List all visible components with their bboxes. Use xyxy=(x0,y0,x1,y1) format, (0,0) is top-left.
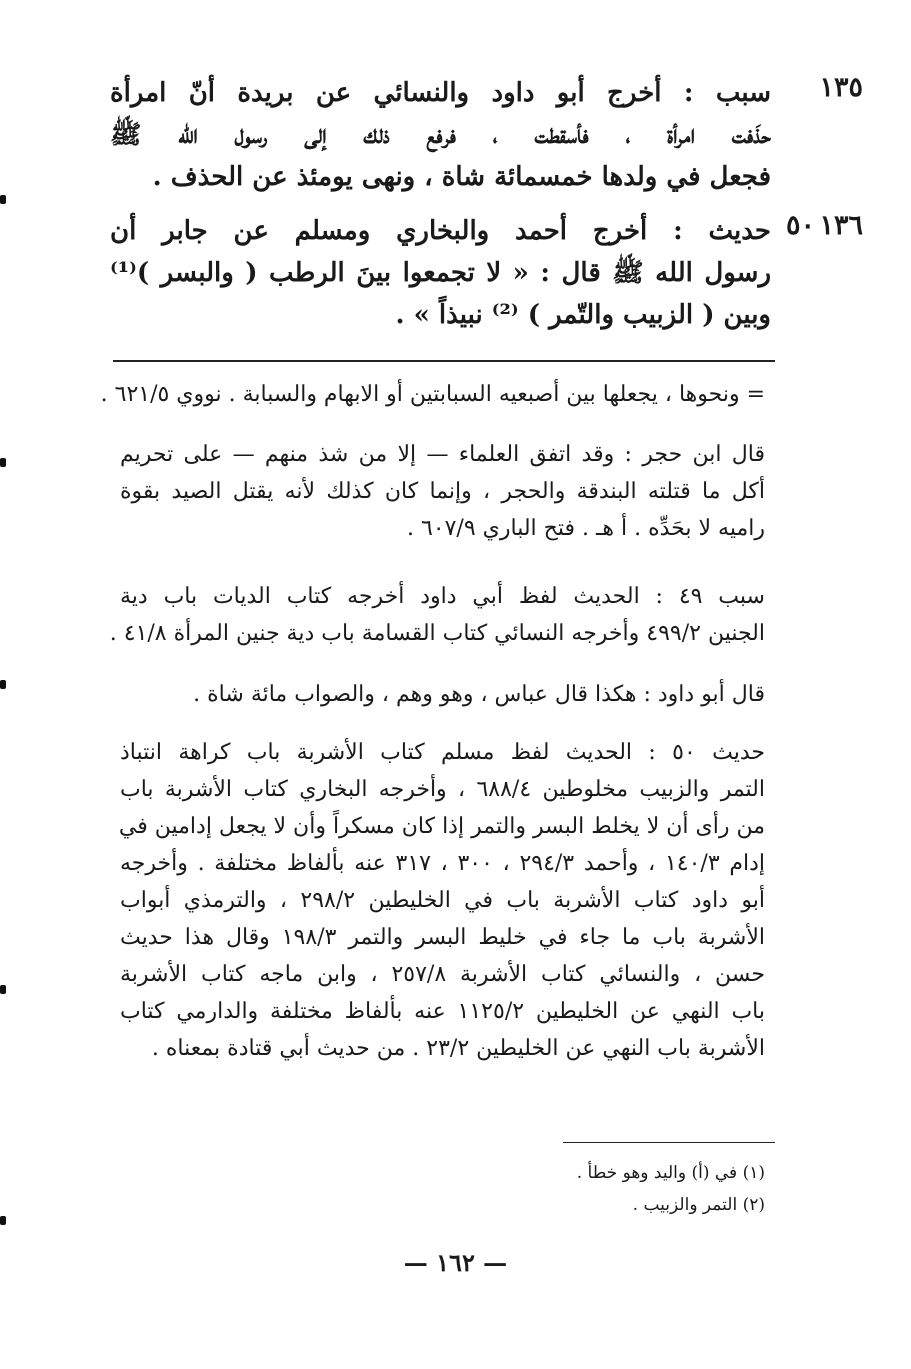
entry-line: حذَفت امرأة ، فأسقطت ، فرفع ذلك إلى رسول الله ﷺ xyxy=(110,120,771,150)
commentary-paragraph xyxy=(109,578,765,652)
commentary-paragraph xyxy=(120,676,765,713)
commentary-line: سبب ٤٩ : الحديث لفظ أبي داود أخرجه كتاب الديات باب دية xyxy=(120,584,765,609)
scan-mark xyxy=(0,985,6,994)
commentary-line: = ونحوها ، يجعلها بين أصبعيه السبابتين أو الابهام والسبابة . نووي ٦٢١/٥ . xyxy=(100,382,765,407)
scan-mark xyxy=(0,458,6,467)
commentary-line: الأشربة باب ما جاء في خليط البسر والتمر ١٩٨/٣ وقال هذا حديث xyxy=(120,925,765,950)
commentary-paragraph xyxy=(100,376,765,413)
entry-number: ١٣٦ xyxy=(819,210,863,241)
hadith-number: ٥٠ xyxy=(785,210,815,241)
commentary-line: قال أبو داود : هكذا قال عباس ، وهو وهم ، والصواب مائة شاة . xyxy=(193,682,765,707)
commentary-line: إدام ١٤٠/٣ ، وأحمد ٢٩٤/٣ ، ٣٠٠ ، ٣١٧ عنه بألفاظ مختلفة . وأخرجه xyxy=(120,851,765,876)
commentary-line: راميه لا بحَدِّه . أ هـ . فتح الباري ٦٠٧/٩ . xyxy=(406,516,765,541)
entry-line: وبين ( الزبيب والتّمر ) ⁽²⁾ نبيذاً » . xyxy=(395,300,771,330)
commentary-line: أبو داود كتاب الأشربة باب في الخليطين ٢٩٨/٢ ، والترمذي أبواب xyxy=(120,888,765,913)
entry-135 xyxy=(110,72,863,198)
scan-mark xyxy=(0,1216,6,1225)
commentary-paragraph xyxy=(120,436,765,547)
entry-line: سبب : أخرج أبو داود والنسائي عن بريدة أنّ امرأة xyxy=(110,78,771,108)
footnote-divider xyxy=(563,1142,775,1143)
entry-line: رسول الله ﷺ قال : « لا تجمعوا بينَ الرطب ( والبسر )⁽¹⁾ xyxy=(110,258,771,288)
entry-line: فجعل في ولدها خمسمائة شاة ، ونهى يومئذ عن الحذف . xyxy=(152,162,771,192)
footnote: (٢) التمر والزبيب . xyxy=(632,1195,765,1215)
commentary-line: باب النهي عن الخليطين ١١٢٥/٢ عنه بألفاظ مختلفة والدارمي كتاب xyxy=(120,999,766,1024)
commentary-line: أكل ما قتلته البندقة والحجر ، وإنما كان كذلك لأنه يقتل الصيد بقوة xyxy=(120,479,765,504)
entry-line: حديث : أخرج أحمد والبخاري ومسلم عن جابر أن xyxy=(110,216,771,246)
commentary-line: حسن ، والنسائي كتاب الأشربة ٢٥٧/٨ ، وابن ماجه كتاب الأشربة xyxy=(120,962,765,987)
commentary-paragraph xyxy=(120,734,765,1067)
commentary-line: الأشربة باب النهي عن الخليطين ٢٣/٢ . من حديث أبي قتادة بمعناه . xyxy=(151,1036,765,1061)
entry-number: ١٣٥ xyxy=(819,72,863,103)
page-number: — ١٦٢ — xyxy=(403,1248,508,1277)
commentary-line: الجنين ٤٩٩/٢ وأخرجه النسائي كتاب القسامة باب دية جنين المرأة ٤١/٨ . xyxy=(109,621,765,646)
section-divider xyxy=(113,360,775,362)
entry-136 xyxy=(110,210,863,336)
scan-mark xyxy=(0,680,6,689)
footnote: (١) في (أ) واليد وهو خطأ . xyxy=(576,1163,765,1183)
scan-mark xyxy=(0,195,6,204)
commentary-line: قال ابن حجر : وقد اتفق العلماء — إلا من شذ منهم — على تحريم xyxy=(120,442,765,467)
commentary-line: التمر والزبيب مخلوطين ٦٨٨/٤ ، وأخرجه البخاري كتاب الأشربة باب xyxy=(120,777,766,802)
commentary-line: من رأى أن لا يخلط البسر والتمر إذا كان مسكراً وأن لا يجعل إدامين في xyxy=(118,814,765,839)
commentary-line: حديث ٥٠ : الحديث لفظ مسلم كتاب الأشربة باب كراهة انتباذ xyxy=(120,740,765,765)
